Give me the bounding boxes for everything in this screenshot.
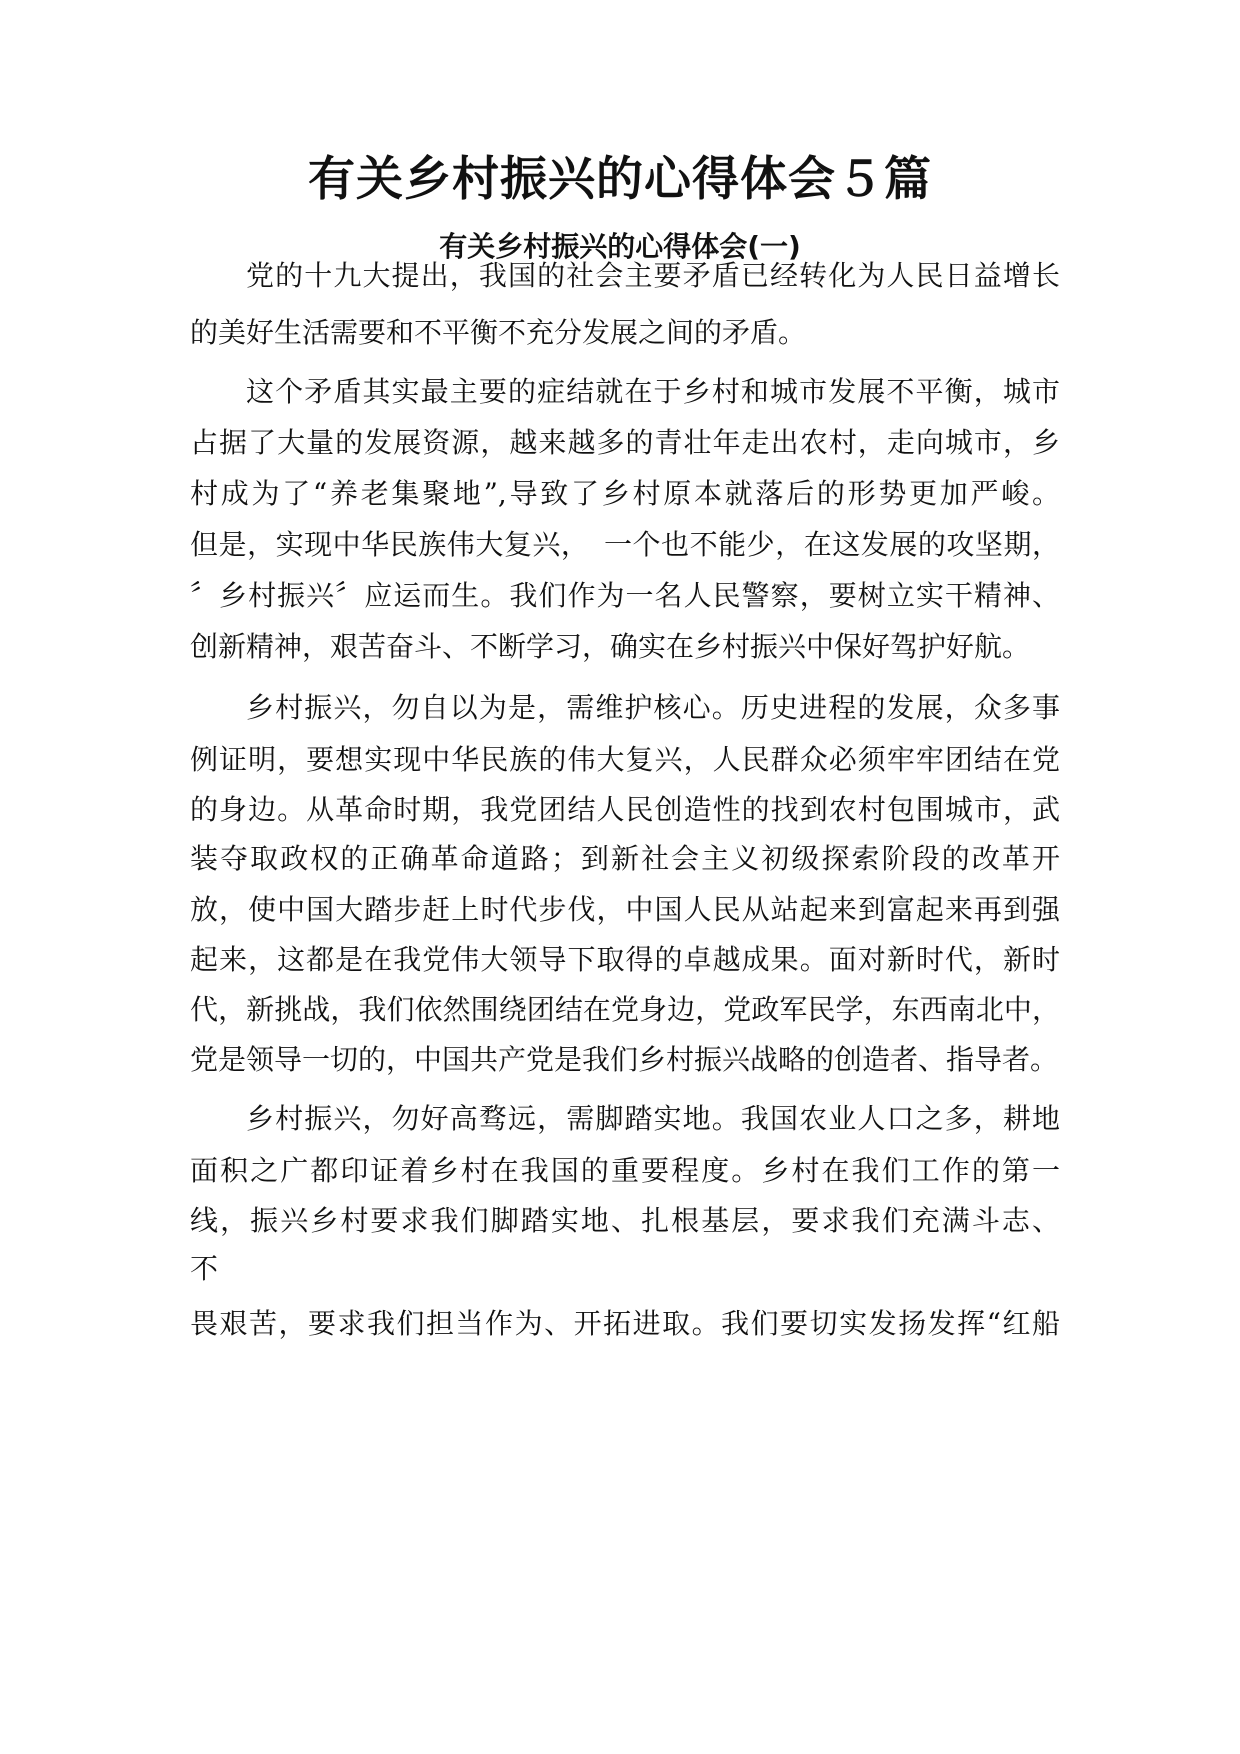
paragraph-line: 乡村振兴，勿好高骛远，需脚踏实地。我国农业人口之多，耕地 [246, 1102, 1060, 1135]
paragraph-line: 占据了大量的发展资源，越来越多的青壮年走出农村，走向城市，乡 [190, 426, 1060, 459]
paragraph-line: 代，新挑战，我们依然围绕团结在党身边，党政军民学，东西南北中， [190, 993, 1060, 1026]
paragraph-line: 畏艰苦，要求我们担当作为、开拓进取。我们要切实发扬发挥“红船 [190, 1307, 1060, 1340]
paragraph-line: 装夺取政权的正确革命道路；到新社会主义初级探索阶段的改革开 [190, 842, 1060, 875]
paragraph-line: 〞乡村振兴〞应运而生。我们作为一名人民警察，要树立实干精神、 [190, 579, 1060, 612]
paragraph-line: 起来，这都是在我党伟大领导下取得的卓越成果。面对新时代，新时 [190, 943, 1060, 976]
paragraph-line: 但是，实现中华民族伟大复兴， 一个也不能少，在这发展的攻坚期， [190, 528, 1060, 561]
paragraph-line: 创新精神，艰苦奋斗、不断学习，确实在乡村振兴中保好驾护好航。 [190, 630, 1031, 663]
paragraph-line: 党是领导一切的，中国共产党是我们乡村振兴战略的创造者、指导者。 [190, 1043, 1059, 1076]
paragraph-line: 的美好生活需要和不平衡不充分发展之间的矛盾。 [190, 316, 807, 349]
page-title: 有关乡村振兴的心得体会５篇 [308, 152, 932, 207]
paragraph-line: 放，使中国大踏步赶上时代步伐，中国人民从站起来到富起来再到强 [190, 893, 1060, 926]
paragraph-line: 乡村振兴，勿自以为是，需维护核心。历史进程的发展，众多事 [246, 691, 1060, 724]
paragraph-line: 这个矛盾其实最主要的症结就在于乡村和城市发展不平衡，城市 [246, 375, 1060, 408]
paragraph-line: 例证明，要想实现中华民族的伟大复兴，人民群众必须牢牢团结在党 [190, 743, 1060, 776]
paragraph-line: 的身边。从革命时期，我党团结人民创造性的找到农村包围城市，武 [190, 793, 1060, 826]
section-heading: 有关乡村振兴的心得体会(一) [439, 230, 801, 263]
paragraph-line: 线，振兴乡村要求我们脚踏实地、扎根基层，要求我们充满斗志、 [190, 1204, 1060, 1237]
paragraph-line: 村成为了“养老集聚地”,导致了乡村原本就落后的形势更加严峻。 [190, 477, 1060, 510]
paragraph-line: 党的十九大提出，我国的社会主要矛盾已经转化为人民日益增长 [246, 259, 1060, 292]
paragraph-line: 面积之广都印证着乡村在我国的重要程度。乡村在我们工作的第一 [190, 1154, 1060, 1187]
paragraph-line: 不 [190, 1252, 219, 1285]
